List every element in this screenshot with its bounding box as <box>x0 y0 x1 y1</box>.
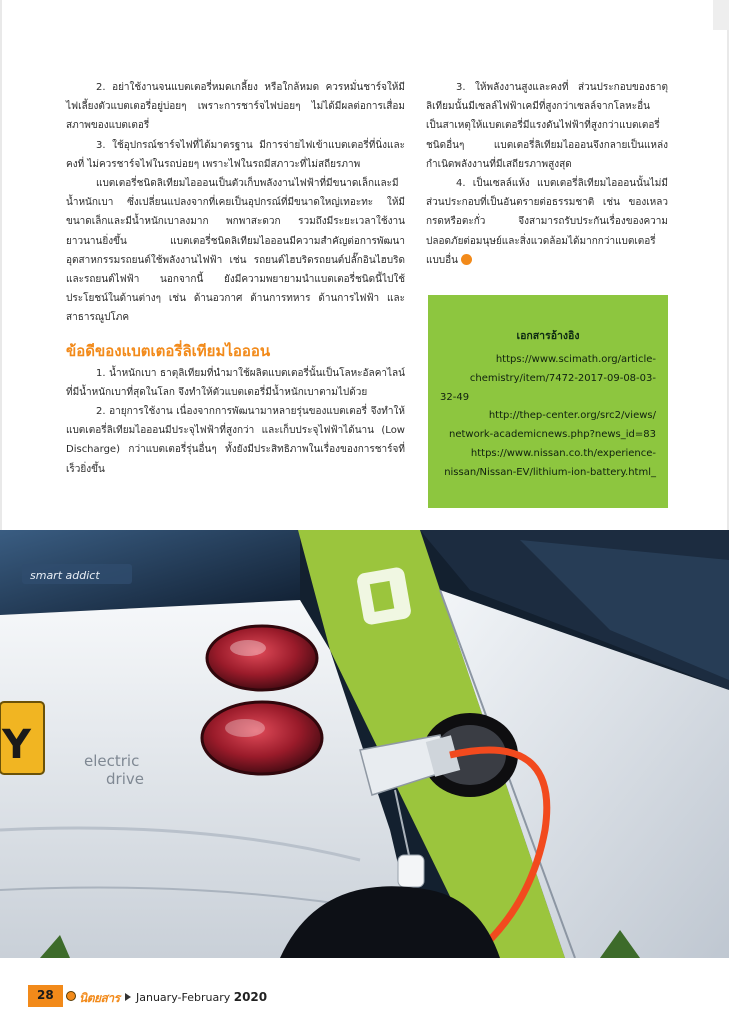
car-lettering-drive: drive <box>106 770 144 788</box>
reference-link[interactable]: http://thep-center.org/src2/views/ <box>488 410 656 422</box>
page-number: 28 <box>28 985 63 1007</box>
issue-year: 2020 <box>233 990 268 1004</box>
arrow-right-icon <box>125 993 131 1001</box>
section-heading: ข้อดีของแบตเตอรี่ลิเทียมไอออน <box>66 341 271 360</box>
body-paragraph <box>426 174 668 270</box>
electric-car-charging-photo <box>0 530 729 958</box>
reference-link[interactable]: nissan/Nissan-EV/lithium-ion-battery.html_ <box>444 466 656 478</box>
reference-link[interactable]: network-academicnews.php?news_id=83 <box>449 429 656 441</box>
body-paragraph: 2. อายุการใช้งาน เนื่องจากการพัฒนามาหลายรุ่นของแบตเตอรี่ จึงทำให้แบตเตอรี่ลิเทียมไอออนมีประจุไฟฟ้าที่สูงกว่า และเก็บประจุไฟฟ้าได้นาน (Low Discharge) กว่าแบตเตอรี่รุ่นอื่นๆ ทั้งยังมีประสิทธิภาพในเรื่องของการชาร์จที่เร็วยิ่งขึ้น <box>66 406 405 475</box>
car-lettering-electric: electric <box>84 752 140 770</box>
reference-link[interactable]: 32-49 <box>440 391 470 403</box>
page-corner-tab <box>713 0 729 30</box>
end-mark-icon: ✿ <box>461 254 472 265</box>
issue-date <box>136 990 267 1004</box>
magazine-logo: นิตยสาร <box>79 991 120 1005</box>
reference-link[interactable]: https://www.scimath.org/article- <box>495 354 656 365</box>
license-plate-letter: Y <box>2 722 31 768</box>
reference-link[interactable]: chemistry/item/7472-2017-09-08-03- <box>469 372 656 384</box>
references-title: เอกสารอ้างอิง <box>516 330 580 342</box>
body-paragraph: แบตเตอรี่ชนิดลิเทียมไอออนเป็นตัวเก็บพลังงานไฟฟ้าที่มีขนาดเล็กและมีน้ำหนักเบา ซึ่งเปลี่ยนแปลงจากที่เคยเป็นอุปกรณ์ที่มีขนาดใหญ่เทอะทะ ให้มีขนาดเล็กและมีน้ำหนักเบาลงมาก พกพาสะดวก รวมถึงมีระยะเวลาใช้งานยาวนานยิ่งขึ้น แบตเตอรี่ชนิดลิเทียมไอออนมีความสำคัญต่อการพัฒนาอุตสาหกรรมรถยนต์ใช้พลังงานไฟฟ้า เช่น รถยนต์ไฮบริดรถยนต์ปลั๊กอินไฮบริด และรถยนต์ไฟฟ้า นอกจากนี้ ยังมีความพยายามนำแบตเตอรี่ชนิดนี้ไปใช้ประโยชน์ในด้านต่างๆ เช่น ด้านอวกาศ ด้านการทหาร ด้านการไฟฟ้า และสาธารณูปโภค <box>66 178 405 324</box>
body-paragraph: 2. อย่าใช้งานจนแบตเตอรี่หมดเกลี้ยง หรือใกล้หมด ควรหมั่นชาร์จให้มีไฟเลี้ยงตัวแบตเตอรี่อยู่บ่อยๆ เพราะการชาร์จไฟบ่อยๆ ไม่ได้มีผลต่อการเสื่อมสภาพของแบตเตอรี่ <box>66 82 405 132</box>
car-badge-text: smart addict <box>30 569 100 582</box>
issue-months: January-February <box>136 991 231 1004</box>
reference-link[interactable]: https://www.nissan.co.th/experience- <box>470 447 656 459</box>
magazine-logo-icon <box>66 991 76 1001</box>
body-paragraph: 1. น้ำหนักเบา ธาตุลิเทียมที่นำมาใช้ผลิตแบตเตอรี่นั้นเป็นโลหะอัลคาไลน์ที่มีน้ำหนักเบาที่สุดในโลก จึงทำให้ตัวแบตเตอรี่มีน้ำหนักเบาตามไปด้วย <box>66 367 405 398</box>
body-paragraph-text: 4. เป็นเซลล์แห้ง แบตเตอรี่ลิเทียมไอออนนั้นไม่มีส่วนประกอบที่เป็นอันตรายต่อธรรมชาติ เช่น ของเหลว กรดหรือตะกั่ว จึงสามารถรับประกันเรื่องของความปลอดภัยต่อมนุษย์และสิ่งแวดล้อมได้มากกว่าแบตเตอรี่แบบอื่น <box>426 178 668 266</box>
body-paragraph: 3. ใช้อุปกรณ์ชาร์จไฟที่ได้มาตรฐาน มีการจ่ายไฟเข้าแบตเตอรี่ที่นิ่งและคงที่ ไม่ควรชาร์จไฟในรถบ่อยๆ เพราะไฟในรถมีสภาวะที่ไม่สถียรภาพ <box>66 139 405 170</box>
references-box <box>428 295 668 508</box>
left-column <box>66 78 405 479</box>
right-column <box>426 78 668 270</box>
body-paragraph: 3. ให้พลังงานสูงและคงที่ ส่วนประกอบของธาตุลิเทียมนั้นมีเซลล์ไฟฟ้าเคมีที่สูงกว่าเซลล์จากโลหะอื่น เป็นสาเหตุให้แบตเตอรี่มีแรงดันไฟฟ้าที่สูงกว่าแบตเตอรี่ชนิดอื่นๆ แบตเตอรี่ลิเทียมไอออนจึงกลายเป็นแหล่งกำเนิดพลังงานที่มีเสถียรภาพสูงสุด <box>426 82 668 170</box>
page-footer <box>0 958 729 1024</box>
